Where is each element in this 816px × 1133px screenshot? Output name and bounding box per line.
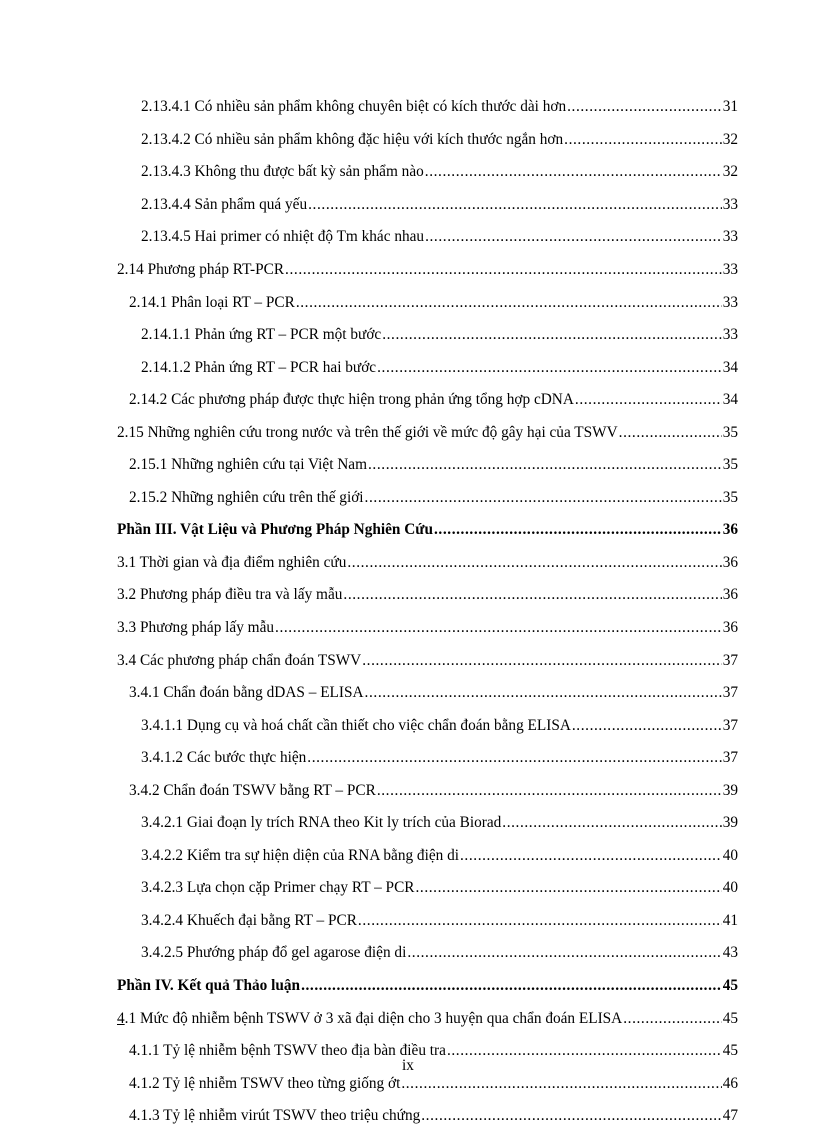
toc-entry[interactable] bbox=[0, 905, 816, 938]
toc-entry-title-text: 4.1.3 Tỷ lệ nhiễm virút TSWV theo triệu chứng bbox=[129, 1107, 421, 1125]
toc-entry-page: 35 bbox=[722, 488, 738, 506]
toc-entry-title bbox=[141, 814, 501, 832]
dot-leader bbox=[358, 912, 722, 930]
toc-entry[interactable] bbox=[0, 416, 816, 449]
toc-entry-page: 37 bbox=[722, 749, 738, 767]
toc-entry-title bbox=[117, 554, 346, 572]
toc-entry-title-text: 3.4.2.1 Giai đoạn ly trích RNA theo Kit ly trích của Biorad bbox=[141, 814, 502, 832]
toc-entry-title-text: 3.2 Phương pháp điều tra và lấy mẫu bbox=[117, 586, 343, 604]
toc-entry-page: 37 bbox=[722, 684, 738, 702]
toc-entry-title bbox=[141, 98, 566, 116]
toc-entry[interactable] bbox=[0, 514, 816, 547]
toc-entry-page: 45 bbox=[722, 977, 738, 995]
toc-entry-title bbox=[141, 879, 414, 897]
toc-entry-title-text: 2.13.4.1 Có nhiều sản phẩm không chuyên biệt có kích thước dài hơn bbox=[141, 98, 567, 116]
toc-entry[interactable] bbox=[0, 872, 816, 905]
dot-leader bbox=[567, 98, 722, 116]
dot-leader bbox=[401, 1075, 721, 1093]
toc-entry-title bbox=[141, 326, 381, 344]
dot-leader bbox=[382, 326, 722, 344]
toc-entry-title-text: Phần IV. Kết quả Thảo luận bbox=[117, 977, 301, 995]
dot-leader bbox=[425, 163, 722, 181]
toc-entry[interactable] bbox=[0, 1002, 816, 1035]
toc-entry[interactable] bbox=[0, 91, 816, 124]
dot-leader bbox=[434, 521, 722, 539]
toc-entry[interactable] bbox=[0, 840, 816, 873]
toc-entry[interactable] bbox=[0, 286, 816, 319]
toc-entry-title-text: 2.13.4.5 Hai primer có nhiệt độ Tm khác nhau bbox=[141, 228, 425, 246]
dot-leader bbox=[307, 749, 721, 767]
toc-entry-title bbox=[141, 717, 571, 735]
toc-entry-title-text: 2.14.2 Các phương pháp được thực hiện trong phản ứng tổng hợp cDNA bbox=[129, 391, 574, 409]
toc-entry-page: 43 bbox=[722, 944, 738, 962]
toc-entry[interactable] bbox=[0, 677, 816, 710]
toc-entry[interactable] bbox=[0, 547, 816, 580]
toc-entry-page: 33 bbox=[722, 326, 738, 344]
dot-leader bbox=[285, 261, 722, 279]
toc-entry-page: 40 bbox=[722, 879, 738, 897]
dot-leader bbox=[365, 489, 722, 507]
toc-entry-title-text: 3.4.1.1 Dụng cụ và hoá chất cần thiết cho việc chẩn đoán bằng ELISA bbox=[141, 716, 571, 734]
toc-entry-page: 35 bbox=[722, 423, 738, 441]
dot-leader bbox=[575, 391, 722, 409]
toc-entry-title-text: 2.13.4.2 Có nhiều sản phẩm không đặc hiệu với kích thước ngắn hơn bbox=[141, 130, 564, 148]
toc-entry-title bbox=[117, 652, 361, 670]
toc-entry[interactable] bbox=[0, 774, 816, 807]
toc-entry-title-text: 2.14.1 Phân loại RT – PCR bbox=[129, 293, 295, 311]
toc-entry[interactable] bbox=[0, 807, 816, 840]
toc-entry[interactable] bbox=[0, 612, 816, 645]
dot-leader bbox=[407, 944, 721, 962]
toc-entry-title-text: 3.4 Các phương pháp chẩn đoán TSWV bbox=[117, 651, 362, 669]
toc-entry-title-text: 3.4.1 Chẩn đoán bằng dDAS – ELISA bbox=[129, 684, 364, 702]
toc-entry-page: 32 bbox=[722, 130, 738, 148]
toc-entry[interactable] bbox=[0, 970, 816, 1003]
toc-entry-title-text: 3.4.2 Chẩn đoán TSWV bằng RT – PCR bbox=[129, 781, 376, 799]
toc-entry-title bbox=[129, 1075, 400, 1093]
toc-entry-title bbox=[141, 749, 306, 767]
toc-entry-title bbox=[117, 619, 274, 637]
toc-entry-title bbox=[129, 489, 364, 507]
toc-entry-title-text: 2.14.1.2 Phản ứng RT – PCR hai bước bbox=[141, 358, 377, 376]
toc-entry-page: 36 bbox=[722, 619, 738, 637]
toc-entry-title-text: 3.4.2.2 Kiểm tra sự hiện diện của RNA bằng điện di bbox=[141, 846, 459, 864]
toc-entry-title-text: 2.15.1 Những nghiên cứu tại Việt Nam bbox=[129, 456, 367, 474]
toc-entry-page: 37 bbox=[722, 651, 738, 669]
toc-entry-title-text: 2.15 Những nghiên cứu trong nước và trên thế giới về mức độ gây hại của TSWV bbox=[117, 423, 618, 441]
dot-leader bbox=[425, 228, 722, 246]
toc-entry-page: 39 bbox=[722, 814, 738, 832]
toc-entry[interactable] bbox=[0, 221, 816, 254]
toc-entry[interactable] bbox=[0, 1100, 816, 1133]
toc-entry-title-text: 2.14 Phương pháp RT-PCR bbox=[117, 261, 285, 278]
toc-entry-title bbox=[117, 261, 284, 279]
toc-entry-page: 36 bbox=[722, 553, 738, 571]
dot-leader bbox=[275, 619, 722, 637]
toc-entry-title bbox=[129, 782, 376, 800]
toc-entry[interactable] bbox=[0, 482, 816, 515]
table-of-contents bbox=[0, 91, 816, 1133]
toc-entry[interactable] bbox=[0, 351, 816, 384]
toc-entry-title bbox=[141, 228, 424, 246]
toc-entry[interactable] bbox=[0, 709, 816, 742]
dot-leader bbox=[564, 131, 722, 149]
toc-entry-title-text: .1 Mức độ nhiễm bệnh TSWV ở 3 xã đại diện cho 3 huyện qua chẩn đoán ELISA bbox=[124, 1009, 623, 1027]
toc-entry-page: 40 bbox=[722, 846, 738, 864]
toc-entry-page: 37 bbox=[722, 716, 738, 734]
toc-entry-title-text: 3.3 Phương pháp lấy mẫu bbox=[117, 619, 275, 637]
toc-entry[interactable] bbox=[0, 384, 816, 417]
toc-entry-page: 32 bbox=[722, 163, 738, 181]
toc-entry-page: 46 bbox=[722, 1074, 738, 1092]
toc-entry-page: 33 bbox=[722, 293, 738, 311]
toc-entry-page: 34 bbox=[722, 391, 738, 409]
toc-entry-title-text: 3.4.2.3 Lựa chọn cặp Primer chạy RT – PCR bbox=[141, 879, 415, 897]
dot-leader bbox=[572, 717, 722, 735]
toc-entry[interactable] bbox=[0, 254, 816, 287]
toc-entry-title-text: Phần III. Vật Liệu và Phương Pháp Nghiên Cứu bbox=[117, 521, 433, 539]
dot-leader bbox=[377, 359, 722, 377]
dot-leader bbox=[619, 424, 722, 442]
toc-entry-page: 35 bbox=[722, 456, 738, 474]
toc-entry-title bbox=[117, 424, 618, 442]
toc-entry-page: 33 bbox=[722, 261, 738, 278]
toc-entry-page: 36 bbox=[722, 586, 738, 604]
toc-entry-title-text: 2.13.4.4 Sản phẩm quá yếu bbox=[141, 195, 308, 213]
toc-entry[interactable] bbox=[0, 189, 816, 222]
toc-entry-title bbox=[117, 1010, 622, 1028]
toc-entry-page: 45 bbox=[722, 1009, 738, 1027]
toc-entry-page: 36 bbox=[722, 521, 738, 539]
dot-leader bbox=[415, 879, 721, 897]
dot-leader bbox=[301, 977, 722, 995]
toc-entry-page: 39 bbox=[722, 781, 738, 799]
toc-entry-title bbox=[141, 196, 307, 214]
toc-entry-title bbox=[141, 944, 406, 962]
toc-entry-page: 31 bbox=[722, 98, 738, 116]
toc-entry-title-prefix: 4 bbox=[117, 1009, 125, 1027]
toc-entry[interactable] bbox=[0, 449, 816, 482]
toc-entry[interactable] bbox=[0, 156, 816, 189]
dot-leader bbox=[365, 684, 722, 702]
toc-entry-title bbox=[141, 163, 424, 181]
toc-entry-title-text: 4.1.1 Tỷ lệ nhiễm bệnh TSWV theo địa bàn điều tra bbox=[129, 1042, 446, 1060]
toc-entry-page: 45 bbox=[722, 1042, 738, 1060]
toc-entry-title bbox=[141, 912, 357, 930]
dot-leader bbox=[368, 456, 722, 474]
dot-leader bbox=[623, 1010, 721, 1028]
toc-entry-title-text: 3.4.2.4 Khuếch đại bằng RT – PCR bbox=[141, 911, 357, 929]
toc-entry[interactable] bbox=[0, 319, 816, 352]
toc-entry-title-text: 2.13.4.3 Không thu được bất kỳ sản phẩm nào bbox=[141, 163, 424, 181]
page-number: ix bbox=[402, 1057, 414, 1074]
toc-entry-title-text: 2.14.1.1 Phản ứng RT – PCR một bước bbox=[141, 326, 382, 344]
dot-leader bbox=[296, 294, 722, 312]
toc-entry-title-text: 2.15.2 Những nghiên cứu trên thế giới bbox=[129, 488, 364, 506]
toc-entry-title bbox=[117, 586, 342, 604]
toc-entry[interactable] bbox=[0, 742, 816, 775]
toc-entry-title-text: 3.4.1.2 Các bước thực hiện bbox=[141, 749, 307, 767]
toc-entry-page: 47 bbox=[722, 1107, 738, 1125]
toc-entry-title bbox=[129, 294, 295, 312]
toc-entry-page: 33 bbox=[722, 228, 738, 246]
dot-leader bbox=[502, 814, 721, 832]
toc-entry-title bbox=[129, 684, 364, 702]
toc-entry-page: 34 bbox=[722, 358, 738, 376]
toc-entry-title-text: 4.1.2 Tỷ lệ nhiễm TSWV theo từng giống ớt bbox=[129, 1074, 401, 1092]
toc-entry[interactable] bbox=[0, 937, 816, 970]
toc-entry-title bbox=[117, 977, 300, 995]
toc-entry-title-text: 3.1 Thời gian và địa điểm nghiên cứu bbox=[117, 553, 347, 571]
dot-leader bbox=[460, 847, 722, 865]
toc-entry[interactable] bbox=[0, 579, 816, 612]
dot-leader bbox=[343, 586, 721, 604]
toc-entry-title-text: 3.4.2.5 Phướng pháp đổ gel agarose điện di bbox=[141, 944, 407, 962]
dot-leader bbox=[362, 652, 721, 670]
toc-entry-page: 33 bbox=[722, 195, 738, 213]
dot-leader bbox=[308, 196, 722, 214]
toc-entry-title bbox=[141, 359, 376, 377]
toc-entry-title bbox=[141, 847, 459, 865]
dot-leader bbox=[377, 782, 722, 800]
toc-entry-title bbox=[141, 131, 563, 149]
toc-entry-page: 41 bbox=[722, 911, 738, 929]
toc-entry-title bbox=[117, 521, 433, 539]
toc-entry[interactable] bbox=[0, 124, 816, 157]
toc-entry[interactable] bbox=[0, 644, 816, 677]
toc-entry-title bbox=[129, 391, 574, 409]
dot-leader bbox=[347, 554, 721, 572]
toc-entry-title bbox=[129, 456, 367, 474]
